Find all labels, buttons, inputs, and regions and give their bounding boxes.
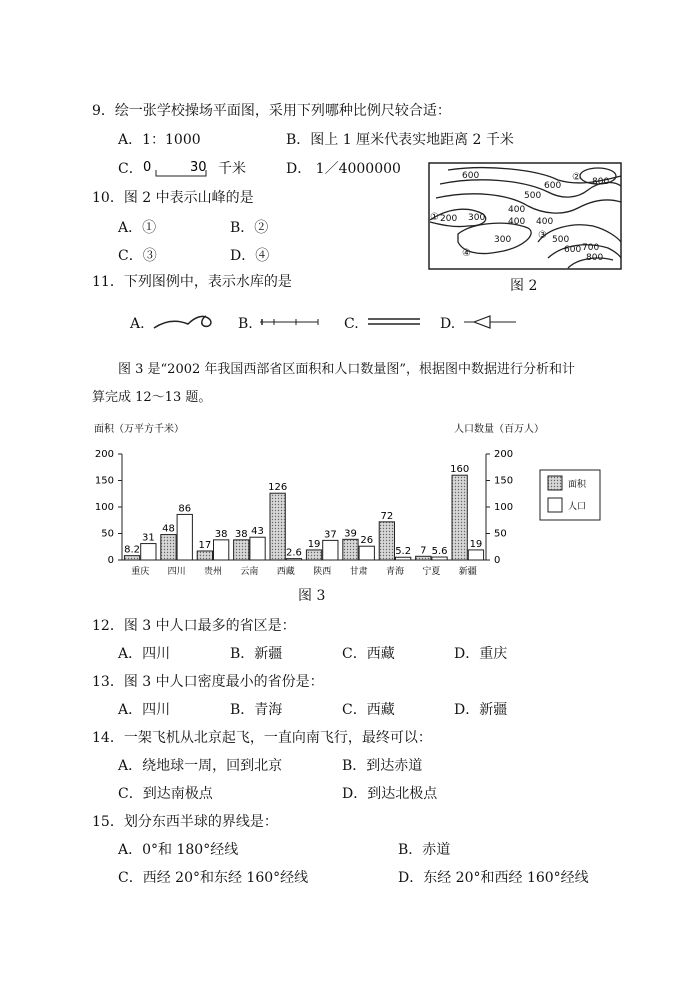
population-value-label-8: 5.6 <box>431 546 448 558</box>
q10-option-d: D．④ <box>230 248 270 264</box>
contour-label-1: 600 <box>462 171 480 181</box>
figure-3-caption: 图 3 <box>298 588 326 604</box>
population-value-label-6: 26 <box>360 535 374 547</box>
area-bar-7 <box>379 522 394 560</box>
population-bar-7 <box>396 557 411 560</box>
q13-option-a: A．四川 <box>118 702 171 718</box>
area-value-label-7: 72 <box>380 510 394 522</box>
right-tick-label: 50 <box>494 528 507 540</box>
question-13-stem: 13．图 3 中人口密度最小的省份是： <box>92 674 324 690</box>
q9-option-d: D． 1／4000000 <box>286 161 401 177</box>
area-value-label-0: 8.2 <box>124 544 141 556</box>
figure-2-caption: 图 2 <box>510 278 538 294</box>
legend-d-symbol-icon <box>460 314 520 330</box>
legend-a-symbol-icon <box>152 310 220 334</box>
question-10-stem: 10．图 2 中表示山峰的是 <box>92 190 254 206</box>
area-bar-1 <box>161 535 176 560</box>
contour-map-figure-2 <box>428 162 624 272</box>
contour-label-9: 400 <box>508 217 526 227</box>
legend-population-swatch <box>548 498 562 512</box>
population-bar-8 <box>432 557 447 560</box>
legend-c-symbol-icon <box>364 314 424 330</box>
question-14-stem: 14．一架飞机从北京起飞，一直向南飞行，最终可以： <box>92 730 432 746</box>
q12-option-b: B．新疆 <box>230 646 283 662</box>
area-value-label-8: 7 <box>420 545 427 557</box>
right-tick-label: 0 <box>494 555 501 566</box>
contour-label-12: 600 <box>564 245 582 255</box>
q13-option-c: C．西藏 <box>342 702 395 718</box>
legend-population-label: 人口 <box>568 502 587 512</box>
q12-option-a: A．四川 <box>118 646 171 662</box>
intro-line-2: 算完成 12～13 题。 <box>92 390 212 405</box>
q9-option-b: B．图上 1 厘米代表实地距离 2 千米 <box>286 132 514 148</box>
contour-label-10: 300 <box>494 235 512 245</box>
q15-option-c: C．西经 20°和东经 160°经线 <box>118 870 309 886</box>
marker-4: ④ <box>462 248 471 259</box>
population-bar-6 <box>359 546 374 560</box>
contour-label-2: 800 <box>592 177 610 187</box>
question-11-stem: 11．下列图例中，表示水库的是 <box>92 274 292 290</box>
area-bar-2 <box>197 551 212 560</box>
contour-label-5: 400 <box>508 205 526 215</box>
area-bar-5 <box>306 550 321 560</box>
right-tick-label: 100 <box>494 502 514 513</box>
area-bar-4 <box>270 493 285 560</box>
population-bar-3 <box>250 537 265 560</box>
q9-option-c <box>118 160 143 178</box>
area-value-label-2: 17 <box>198 539 212 551</box>
left-tick-label: 100 <box>94 502 114 513</box>
q11-option-d: D. <box>440 316 456 332</box>
area-value-label-6: 39 <box>344 528 357 540</box>
population-bar-1 <box>177 514 192 560</box>
q10-option-a: A．① <box>118 220 157 236</box>
area-bar-8 <box>416 556 431 560</box>
left-tick-label: 0 <box>107 555 114 566</box>
q9-option-c-prefix: C． <box>118 161 143 177</box>
population-bar-5 <box>323 540 338 560</box>
left-tick-label: 200 <box>94 449 114 460</box>
q15-option-d: D．东经 20°和西经 160°经线 <box>398 870 589 886</box>
population-value-label-4: 2.6 <box>285 547 302 559</box>
left-tick-label: 150 <box>94 475 114 487</box>
scale-bar-icon <box>140 158 220 178</box>
area-bar-3 <box>234 540 249 560</box>
q14-option-a: A．绕地球一周，回到北京 <box>118 758 283 774</box>
area-value-label-9: 160 <box>450 464 470 476</box>
area-value-label-1: 48 <box>162 523 175 535</box>
legend-area-swatch <box>548 476 562 490</box>
right-tick-label: 200 <box>494 449 514 460</box>
q10-option-b: B．② <box>230 220 269 236</box>
contour-label-13: 700 <box>582 243 600 253</box>
contour-label-8: 400 <box>536 217 554 227</box>
q13-option-d: D．新疆 <box>454 702 508 718</box>
population-value-label-2: 38 <box>214 528 228 540</box>
left-axis-title: 面积（万平方千米） <box>94 424 184 435</box>
population-value-label-1: 86 <box>178 503 192 515</box>
category-label-3: 云南 <box>240 567 259 577</box>
q14-option-d: D．到达北极点 <box>342 786 438 802</box>
q14-option-c: C．到达南极点 <box>118 786 213 802</box>
population-bar-0 <box>141 544 156 560</box>
question-9-stem: 9．绘一张学校操场平面图，采用下列哪种比例尺较合适： <box>92 103 451 119</box>
area-bar-6 <box>343 539 358 560</box>
area-value-label-4: 126 <box>268 482 288 494</box>
category-label-6: 甘肃 <box>349 567 368 577</box>
right-tick-label: 150 <box>494 475 514 487</box>
contour-label-3: 600 <box>544 181 562 191</box>
scale-end-label: 30 <box>190 160 207 175</box>
category-label-9: 新疆 <box>458 567 477 577</box>
category-label-1: 四川 <box>167 567 186 577</box>
category-label-2: 贵州 <box>203 567 223 577</box>
contour-label-7: 300 <box>468 213 486 223</box>
population-value-label-0: 31 <box>141 532 155 544</box>
question-15-stem: 15．划分东西半球的界线是： <box>92 814 278 830</box>
bar-chart-figure-3 <box>88 416 628 591</box>
q12-option-c: C．西藏 <box>342 646 395 662</box>
q11-option-b: B. <box>238 316 253 332</box>
population-value-label-3: 43 <box>251 526 264 538</box>
population-value-label-9: 19 <box>469 538 483 550</box>
area-value-label-5: 19 <box>307 538 321 550</box>
q10-option-c: C．③ <box>118 248 157 264</box>
contour-label-11: 500 <box>552 235 570 245</box>
scale-start-label: 0 <box>143 160 152 175</box>
q15-option-a: A．0°和 180°经线 <box>118 842 239 858</box>
marker-3: ③ <box>538 230 547 241</box>
legend-area-label: 面积 <box>568 480 587 490</box>
marker-1: ① <box>430 212 439 223</box>
q9-option-c-unit: 千米 <box>218 161 246 177</box>
legend-b-symbol-icon <box>258 314 322 330</box>
population-bar-4 <box>286 559 301 560</box>
category-label-8: 宁夏 <box>422 567 441 577</box>
area-value-label-3: 38 <box>234 528 248 540</box>
question-12-stem: 12．图 3 中人口最多的省区是： <box>92 618 296 634</box>
q12-option-d: D．重庆 <box>454 646 508 662</box>
marker-2: ② <box>572 172 581 183</box>
q11-option-c: C. <box>344 316 359 332</box>
category-label-0: 重庆 <box>131 567 150 577</box>
contour-label-6: 200 <box>440 214 458 224</box>
population-value-label-5: 37 <box>323 529 337 541</box>
population-bar-2 <box>214 540 229 560</box>
contour-label-14: 800 <box>586 253 604 263</box>
right-axis-title: 人口数量（百万人） <box>454 424 544 435</box>
category-label-5: 陕西 <box>313 567 332 577</box>
area-bar-9 <box>452 475 467 560</box>
q9-option-a: A．1：1000 <box>118 132 201 148</box>
left-tick-label: 50 <box>101 528 114 540</box>
population-bar-9 <box>468 550 483 560</box>
q14-option-b: B．到达赤道 <box>342 758 423 774</box>
category-label-4: 西藏 <box>276 567 295 577</box>
q11-option-a: A. <box>130 316 145 332</box>
q15-option-b: B．赤道 <box>398 842 451 858</box>
category-label-7: 青海 <box>385 567 405 577</box>
area-bar-0 <box>124 556 139 560</box>
population-value-label-7: 5.2 <box>395 546 412 558</box>
q13-option-b: B．青海 <box>230 702 283 718</box>
intro-line-1: 图 3 是“2002 年我国西部省区面积和人口数量图”，根据图中数据进行分析和计 <box>118 362 576 377</box>
contour-label-4: 500 <box>524 191 542 201</box>
